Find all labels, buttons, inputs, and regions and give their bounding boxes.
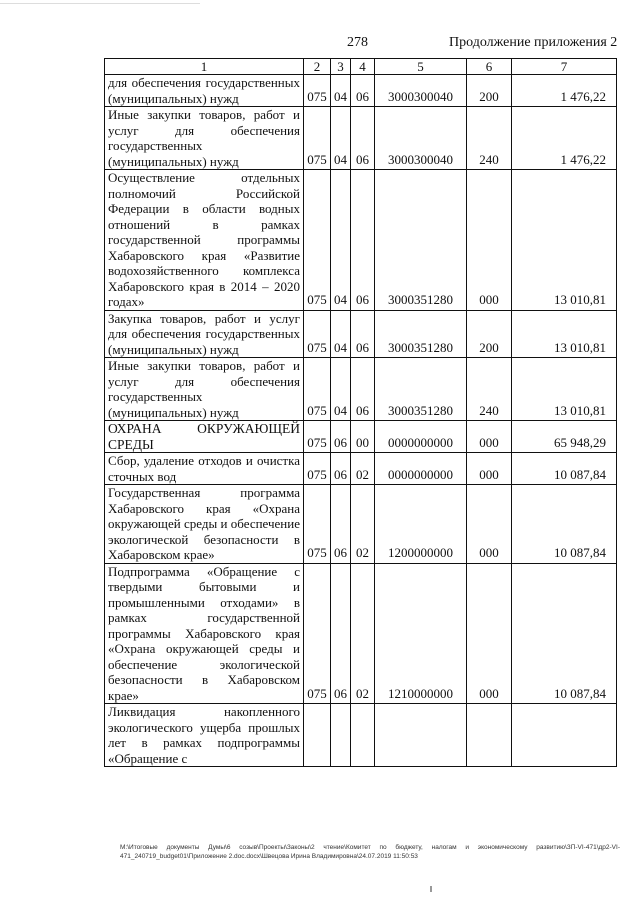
cell-subsection: 06 bbox=[351, 310, 375, 358]
row-name: Сбор, удаление отходов и очистка сточных вод bbox=[105, 453, 304, 485]
cell-amount: 13 010,81 bbox=[512, 358, 617, 421]
budget-table bbox=[104, 58, 617, 767]
cell-amount bbox=[512, 704, 617, 767]
table-row bbox=[105, 107, 617, 170]
table-row bbox=[105, 310, 617, 358]
cell-target: 3000300040 bbox=[375, 107, 467, 170]
cell-code: 075 bbox=[304, 563, 331, 704]
cell-subsection: 02 bbox=[351, 563, 375, 704]
cell-subsection: 02 bbox=[351, 485, 375, 564]
cell-target: 0000000000 bbox=[375, 421, 467, 453]
row-name: Ликвидация накопленного экологического ущерба прошлых лет в рамках подпрограммы «Обращение с bbox=[105, 704, 304, 767]
cell-target: 3000351280 bbox=[375, 358, 467, 421]
top-edge-line bbox=[0, 3, 200, 4]
cell-expense-type: 000 bbox=[467, 453, 512, 485]
cell-expense-type: 240 bbox=[467, 107, 512, 170]
cell-amount: 10 087,84 bbox=[512, 453, 617, 485]
row-name: Закупка товаров, работ и услуг для обеспечения государственных (муниципальных) нужд bbox=[105, 310, 304, 358]
cell-target: 1210000000 bbox=[375, 563, 467, 704]
cell-subsection: 02 bbox=[351, 453, 375, 485]
cell-amount: 10 087,84 bbox=[512, 563, 617, 704]
cell-amount: 65 948,29 bbox=[512, 421, 617, 453]
cell-section: 06 bbox=[331, 485, 351, 564]
cell-section: 04 bbox=[331, 310, 351, 358]
scan-mark bbox=[430, 886, 432, 892]
table-row bbox=[105, 421, 617, 453]
row-name: Осуществление отдельных полномочий Российской Федерации в области водных отношений в рамках государственной программы Хабаровского края «Развитие водохозяйственного комплекса Хабаровского края в 2014 – 2020 годах» bbox=[105, 170, 304, 311]
cell-amount: 1 476,22 bbox=[512, 107, 617, 170]
cell-section: 04 bbox=[331, 358, 351, 421]
cell-target: 0000000000 bbox=[375, 453, 467, 485]
cell-code: 075 bbox=[304, 358, 331, 421]
cell-code: 075 bbox=[304, 170, 331, 311]
cell-section: 04 bbox=[331, 107, 351, 170]
cell-target: 3000351280 bbox=[375, 170, 467, 311]
column-header: 6 bbox=[467, 59, 512, 75]
cell-subsection: 06 bbox=[351, 170, 375, 311]
continuation-label: Продолжение приложения 2 bbox=[449, 35, 618, 50]
cell-expense-type: 000 bbox=[467, 563, 512, 704]
table-header-row bbox=[105, 59, 617, 75]
cell-subsection: 06 bbox=[351, 107, 375, 170]
cell-amount: 13 010,81 bbox=[512, 170, 617, 311]
table-row bbox=[105, 453, 617, 485]
table-row bbox=[105, 704, 617, 767]
row-name: Иные закупки товаров, работ и услуг для обеспечения государственных (муниципальных) нужд bbox=[105, 358, 304, 421]
column-header: 2 bbox=[304, 59, 331, 75]
column-header: 7 bbox=[512, 59, 617, 75]
cell-code: 075 bbox=[304, 75, 331, 107]
table-row bbox=[105, 358, 617, 421]
cell-target bbox=[375, 704, 467, 767]
page-number: 278 bbox=[347, 35, 368, 50]
column-header: 1 bbox=[105, 59, 304, 75]
cell-subsection: 06 bbox=[351, 358, 375, 421]
table-row bbox=[105, 563, 617, 704]
row-name: Государственная программа Хабаровского края «Охрана окружающей среды и обеспечение экологической безопасности в Хабаровском крае» bbox=[105, 485, 304, 564]
file-path-footer: M:\Итоговые документы Думы\6 созыв\Проекты\Законы\2 чтение\Комитет по бюджету, налогам и экономическому развитию\ЗП-VI-471\др2-VI-471_240719_budget01\Приложение 2.doc.docx\Швецова Ирина Владимировна\24.07.2019 11:50:53 bbox=[120, 844, 620, 860]
cell-code: 075 bbox=[304, 485, 331, 564]
row-name: Подпрограмма «Обращение с твердыми бытовыми и промышленными отходами» в рамках государственной программы Хабаровского края «Охрана окружающей среды и обеспечение экологической безопасности в Хабаровском крае» bbox=[105, 563, 304, 704]
cell-code: 075 bbox=[304, 310, 331, 358]
cell-code: 075 bbox=[304, 421, 331, 453]
cell-subsection: 06 bbox=[351, 75, 375, 107]
cell-code bbox=[304, 704, 331, 767]
row-name: ОХРАНА ОКРУЖАЮЩЕЙ СРЕДЫ bbox=[105, 421, 304, 453]
table-row bbox=[105, 75, 617, 107]
cell-expense-type: 000 bbox=[467, 485, 512, 564]
row-name: для обеспечения государственных (муниципальных) нужд bbox=[105, 75, 304, 107]
cell-amount: 13 010,81 bbox=[512, 310, 617, 358]
cell-expense-type: 200 bbox=[467, 310, 512, 358]
cell-target: 1200000000 bbox=[375, 485, 467, 564]
cell-expense-type: 000 bbox=[467, 170, 512, 311]
cell-expense-type: 200 bbox=[467, 75, 512, 107]
table-row bbox=[105, 485, 617, 564]
cell-code: 075 bbox=[304, 453, 331, 485]
cell-target: 3000300040 bbox=[375, 75, 467, 107]
cell-expense-type: 240 bbox=[467, 358, 512, 421]
cell-subsection bbox=[351, 704, 375, 767]
cell-section: 06 bbox=[331, 563, 351, 704]
table-row bbox=[105, 170, 617, 311]
cell-amount: 10 087,84 bbox=[512, 485, 617, 564]
cell-expense-type: 000 bbox=[467, 421, 512, 453]
cell-section: 04 bbox=[331, 170, 351, 311]
cell-section: 06 bbox=[331, 453, 351, 485]
cell-section: 06 bbox=[331, 421, 351, 453]
cell-code: 075 bbox=[304, 107, 331, 170]
column-header: 4 bbox=[351, 59, 375, 75]
cell-expense-type bbox=[467, 704, 512, 767]
column-header: 5 bbox=[375, 59, 467, 75]
column-header: 3 bbox=[331, 59, 351, 75]
row-name: Иные закупки товаров, работ и услуг для обеспечения государственных (муниципальных) нужд bbox=[105, 107, 304, 170]
cell-subsection: 00 bbox=[351, 421, 375, 453]
cell-section: 04 bbox=[331, 75, 351, 107]
cell-amount: 1 476,22 bbox=[512, 75, 617, 107]
cell-section bbox=[331, 704, 351, 767]
cell-target: 3000351280 bbox=[375, 310, 467, 358]
